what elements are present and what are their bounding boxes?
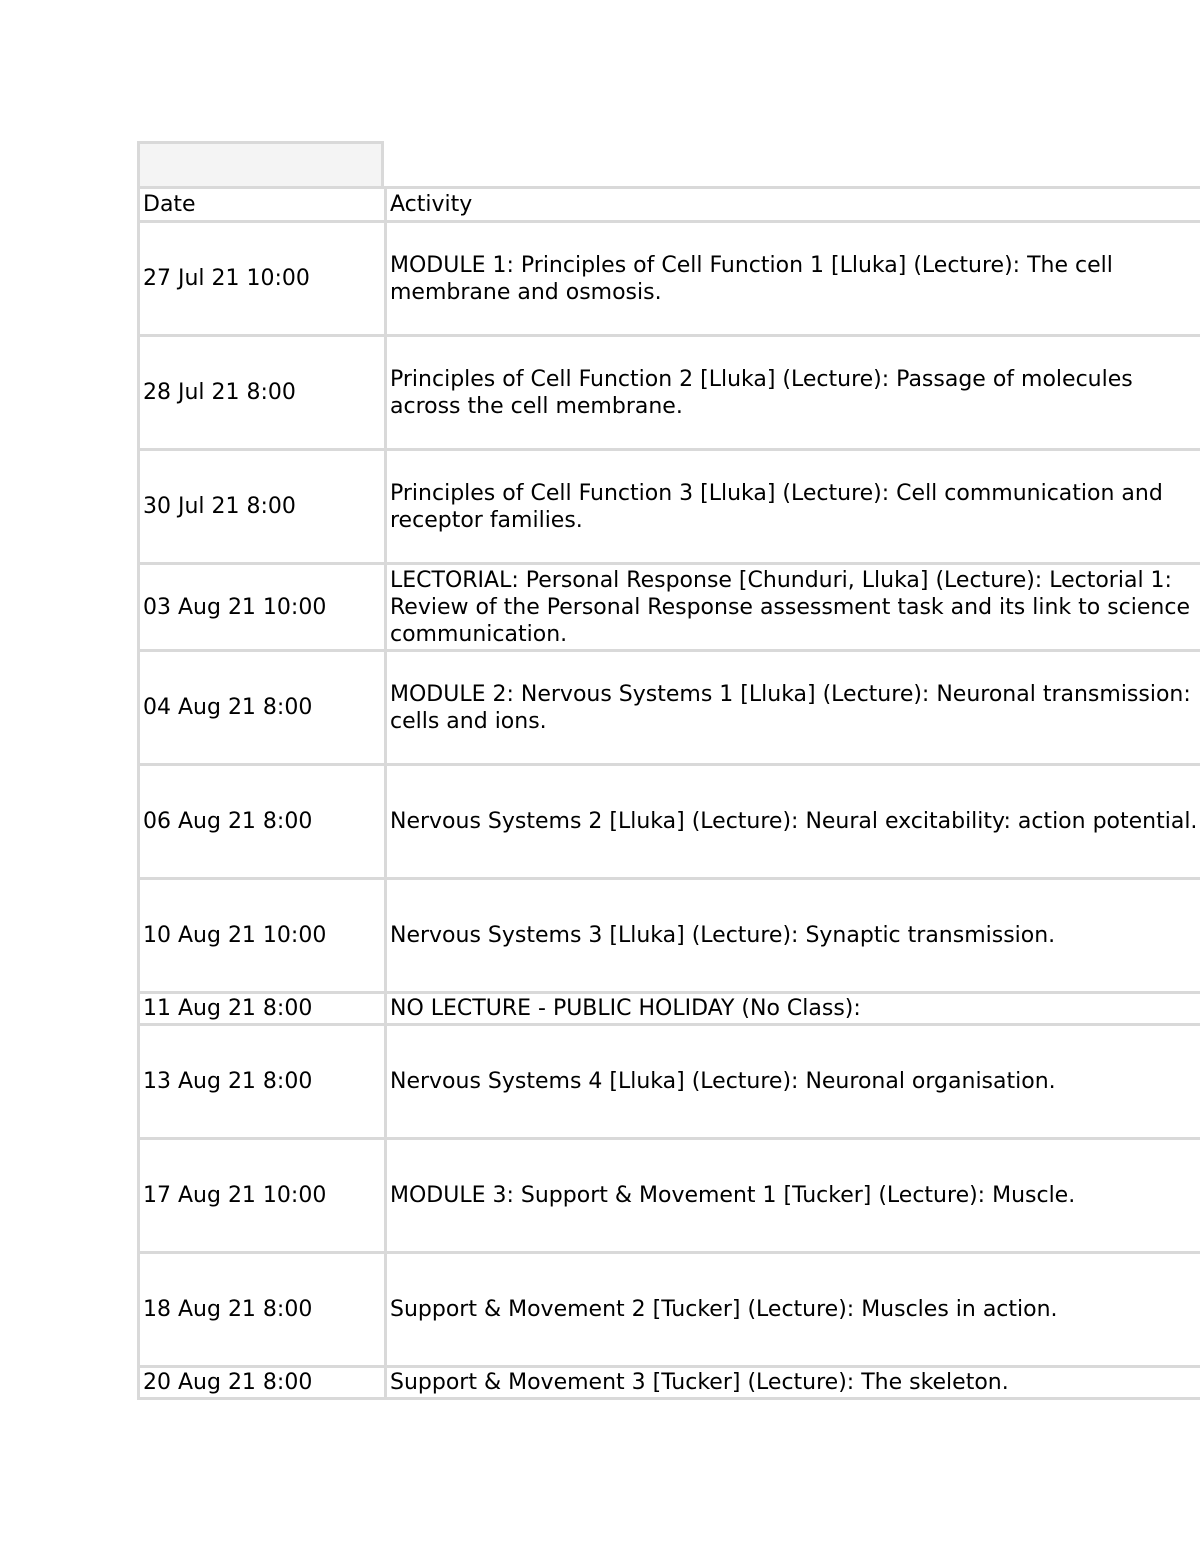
column-header-activity: Activity <box>386 188 1200 222</box>
activity-cell: Principles of Cell Function 3 [Lluka] (Lecture): Cell communication and receptor families. <box>386 450 1200 564</box>
table-row <box>139 993 1200 1025</box>
activity-cell: Nervous Systems 4 [Lluka] (Lecture): Neuronal organisation. <box>386 1025 1200 1139</box>
table-row <box>139 1253 1200 1367</box>
date-cell: 06 Aug 21 8:00 <box>139 765 386 879</box>
blank-title-cell <box>137 141 384 187</box>
table-row <box>139 765 1200 879</box>
table-row <box>139 1367 1200 1399</box>
date-cell: 30 Jul 21 8:00 <box>139 450 386 564</box>
table-row <box>139 450 1200 564</box>
schedule-table <box>137 186 1200 1400</box>
table-row <box>139 1139 1200 1253</box>
date-cell: 18 Aug 21 8:00 <box>139 1253 386 1367</box>
activity-cell: MODULE 2: Nervous Systems 1 [Lluka] (Lecture): Neuronal transmission: cells and ions. <box>386 651 1200 765</box>
table-row <box>139 879 1200 993</box>
date-cell: 27 Jul 21 10:00 <box>139 222 386 336</box>
activity-cell: MODULE 3: Support & Movement 1 [Tucker] (Lecture): Muscle. <box>386 1139 1200 1253</box>
activity-cell: MODULE 1: Principles of Cell Function 1 [Lluka] (Lecture): The cell membrane and osmosis. <box>386 222 1200 336</box>
date-cell: 10 Aug 21 10:00 <box>139 879 386 993</box>
activity-cell: Nervous Systems 2 [Lluka] (Lecture): Neural excitability: action potential. <box>386 765 1200 879</box>
date-cell: 20 Aug 21 8:00 <box>139 1367 386 1399</box>
column-header-date: Date <box>139 188 386 222</box>
activity-cell: NO LECTURE - PUBLIC HOLIDAY (No Class): <box>386 993 1200 1025</box>
table-header-row <box>139 188 1200 222</box>
table-row <box>139 651 1200 765</box>
activity-cell: Support & Movement 3 [Tucker] (Lecture): The skeleton. <box>386 1367 1200 1399</box>
date-cell: 13 Aug 21 8:00 <box>139 1025 386 1139</box>
date-cell: 11 Aug 21 8:00 <box>139 993 386 1025</box>
table-row <box>139 222 1200 336</box>
activity-cell: Support & Movement 2 [Tucker] (Lecture): Muscles in action. <box>386 1253 1200 1367</box>
date-cell: 17 Aug 21 10:00 <box>139 1139 386 1253</box>
date-cell: 03 Aug 21 10:00 <box>139 564 386 651</box>
date-cell: 04 Aug 21 8:00 <box>139 651 386 765</box>
table-row <box>139 336 1200 450</box>
activity-cell: Nervous Systems 3 [Lluka] (Lecture): Synaptic transmission. <box>386 879 1200 993</box>
table-row <box>139 1025 1200 1139</box>
activity-cell: Principles of Cell Function 2 [Lluka] (Lecture): Passage of molecules across the cell membrane. <box>386 336 1200 450</box>
activity-cell: LECTORIAL: Personal Response [Chunduri, Lluka] (Lecture): Lectorial 1: Review of the Personal Response assessment task and its link to science communication. <box>386 564 1200 651</box>
table-row <box>139 564 1200 651</box>
date-cell: 28 Jul 21 8:00 <box>139 336 386 450</box>
